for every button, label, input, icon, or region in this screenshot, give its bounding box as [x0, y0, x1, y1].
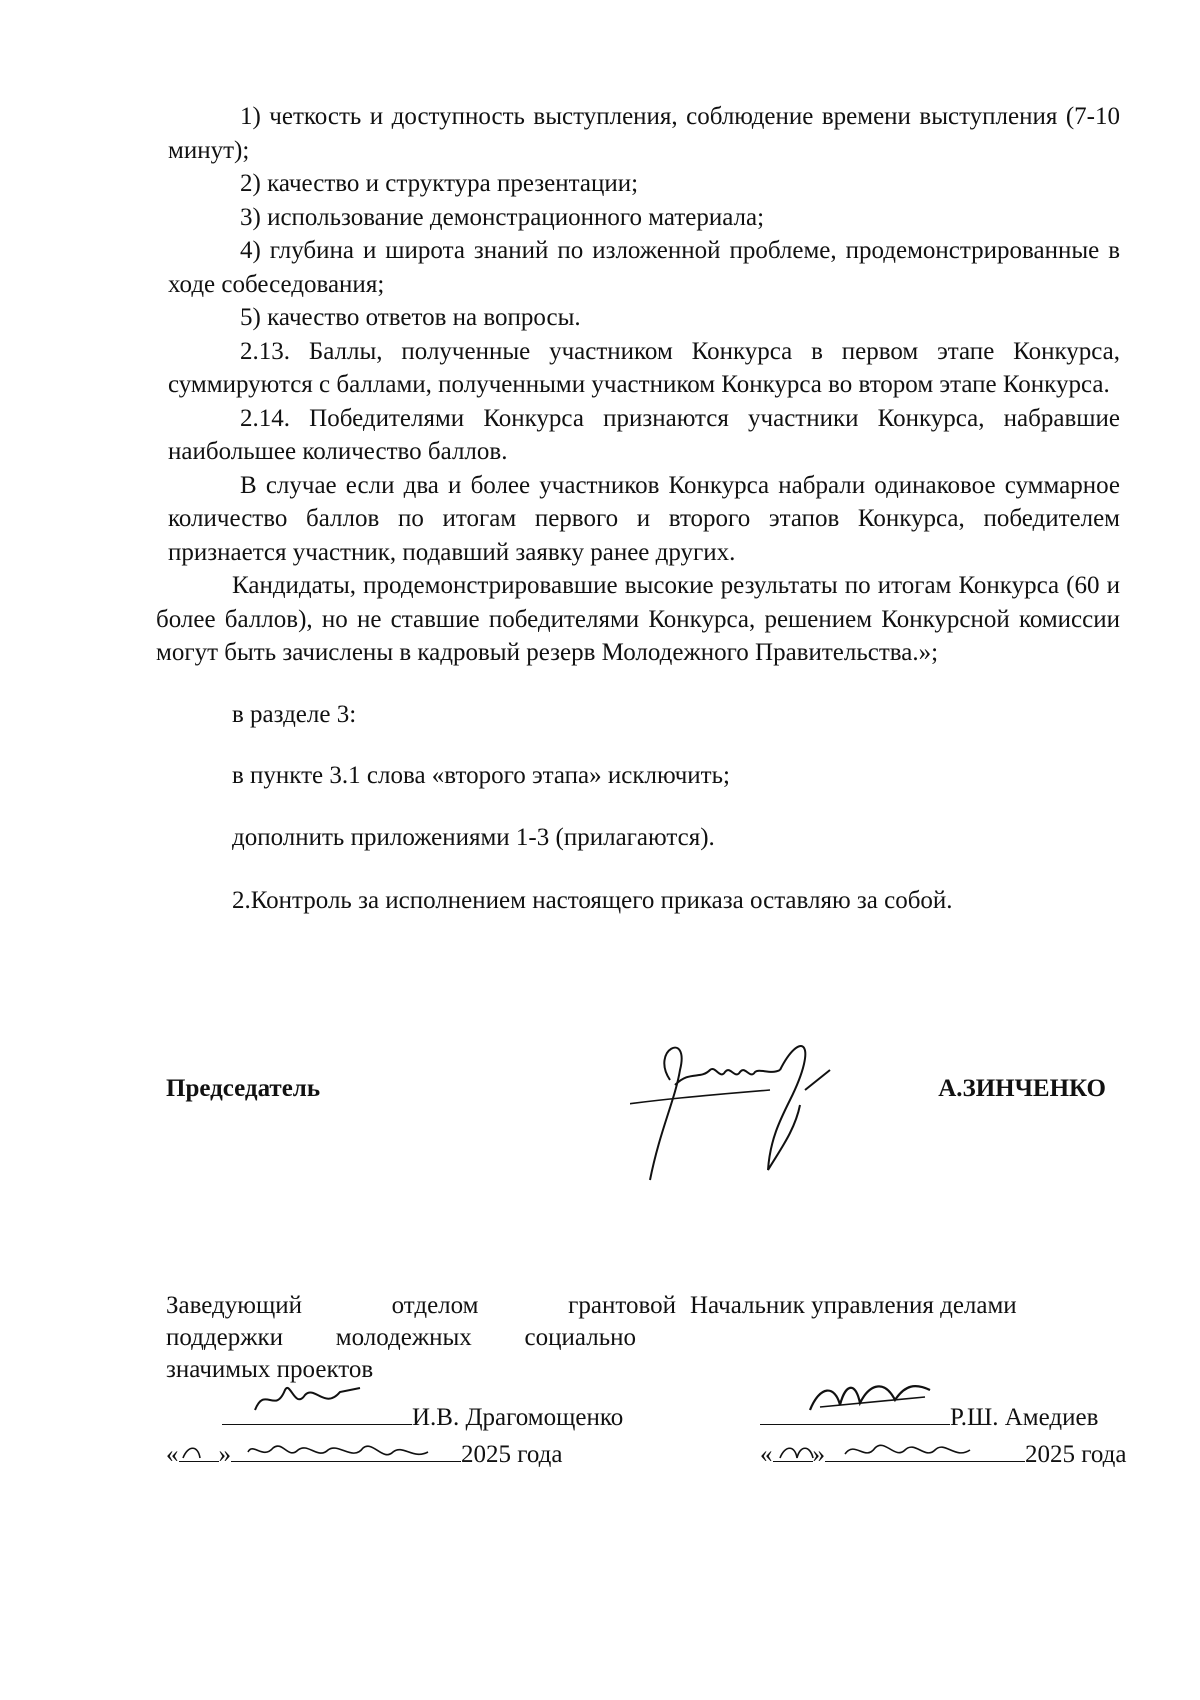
tie-rule-paragraph: В случае если два и более участников Конкурса набрали одинаковое суммарное количество баллов по итогам первого и второго этапов Конкурса, победителем признается участник, подавший заявку ранее других. — [168, 471, 1120, 566]
chair-name: А.ЗИНЧЕНКО — [938, 1075, 1106, 1102]
control-clause: 2.Контроль за исполнением настоящего приказа оставляю за собой. — [232, 887, 953, 914]
right-signer-name: Р.Ш. Амедиев — [950, 1404, 1099, 1431]
criterion-1: 1) четкость и доступность выступления, соблюдение времени выступления (7-10 минут); — [168, 103, 1120, 164]
criterion-4: 4) глубина и широта знаний по изложенной проблеме, продемонстрированные в ходе собеседования; — [168, 237, 1120, 298]
left-date-line: « » 2025 года — [166, 1437, 562, 1470]
approval-left-block — [166, 1290, 676, 1386]
chair-title: Председатель — [166, 1075, 321, 1102]
criterion-2: 2) качество и структура презентации; — [240, 170, 639, 197]
left-signer-name: И.В. Драгомощенко — [412, 1404, 624, 1431]
left-signature-image — [250, 1380, 370, 1420]
clause-3-1-amendment: в пункте 3.1 слова «второго этапа» исключить; — [232, 762, 730, 789]
clause-2-14: 2.14. Победителями Конкурса признаются участники Конкурса, набравшие наибольшее количество баллов. — [168, 404, 1120, 465]
document-body — [156, 100, 1120, 918]
left-position-line-1: Заведующий отделом грантовой — [166, 1292, 676, 1319]
clause-2-13: 2.13. Баллы, полученные участником Конкурса в первом этапе Конкурса, суммируются с баллами, полученными участником Конкурса во втором этапе Конкурса. — [168, 337, 1120, 398]
appendix-amendment: дополнить приложениями 1-3 (прилагаются). — [232, 823, 715, 851]
left-position-line-3: значимых проектов — [166, 1356, 374, 1383]
left-position-line-2: поддержки молодежных социально — [166, 1324, 636, 1351]
section-3-heading: в разделе 3: — [232, 700, 357, 728]
criterion-3: 3) использование демонстрационного материала; — [240, 203, 765, 231]
left-date-handwriting — [178, 1430, 448, 1470]
chair-signature-image — [630, 1010, 860, 1190]
criterion-5: 5) качество ответов на вопросы. — [240, 304, 581, 331]
right-signature-image — [800, 1375, 940, 1420]
right-position: Начальник управления делами — [690, 1292, 1017, 1319]
right-date-handwriting — [775, 1430, 1015, 1470]
right-date-year: 2025 года — [1025, 1441, 1127, 1468]
right-date-line: « » 2025 года — [760, 1437, 1126, 1470]
reserve-paragraph: Кандидаты, продемонстрировавшие высокие результаты по итогам Конкурса (60 и более баллов), но не ставшие победителями Конкурса, решением Конкурсной комиссии могут быть зачислены в кадровый резерв Молодежного Правительства.»; — [156, 572, 1120, 666]
left-date-year: 2025 года — [461, 1441, 563, 1468]
approval-right-block — [690, 1290, 1017, 1322]
